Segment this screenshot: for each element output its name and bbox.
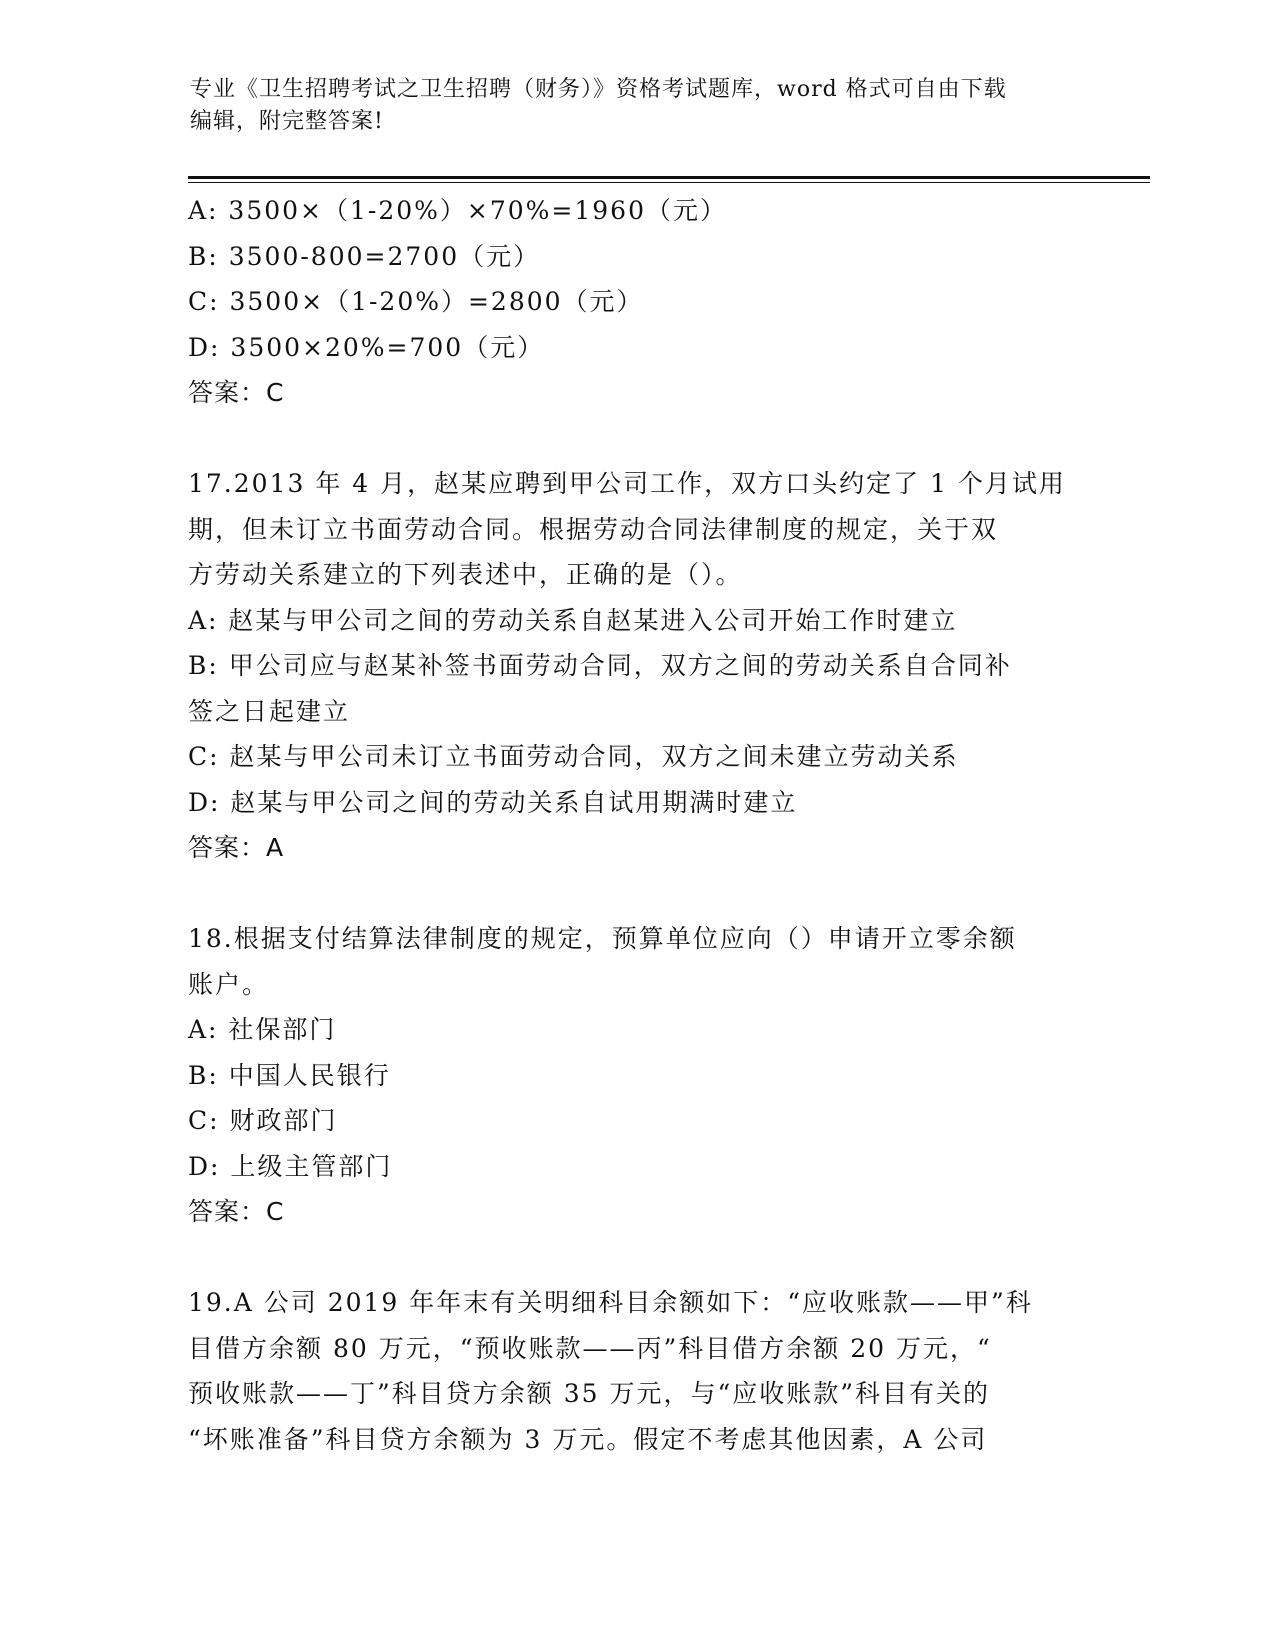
q18-option-b: B: 中国人民银行: [188, 1060, 391, 1090]
q18-option-c: C: 财政部门: [188, 1106, 338, 1135]
q18-option-a: A: 社保部门: [188, 1015, 337, 1044]
q19-stem-line-1: 19.A 公司 2019 年年末有关明细科目余额如下：“应收账款——甲”科: [188, 1288, 1033, 1317]
q16-option-b: B: 3500-800=2700（元）: [188, 241, 541, 271]
q16-answer: 答案：C: [188, 378, 285, 407]
question-18-block: [188, 916, 1088, 1235]
q16-option-c: C: 3500×（1-20%）=2800（元）: [188, 287, 644, 316]
q17-answer: 答案：A: [188, 833, 285, 862]
spacer: [188, 871, 1088, 917]
q17-stem-line-2: 期，但未订立书面劳动合同。根据劳动合同法律制度的规定，关于双: [188, 514, 999, 544]
q19-stem-line-2: 目借方余额 80 万元，“预收账款——丙”科目借方余额 20 万元，“: [188, 1333, 992, 1363]
spacer: [188, 416, 1088, 462]
q17-stem-line-1: 17.2013 年 4 月，赵某应聘到甲公司工作，双方口头约定了 1 个月试用: [188, 469, 1066, 498]
question-16-block: [188, 188, 1088, 416]
q18-stem-line-2: 账户。: [188, 969, 270, 999]
header-divider-thin: [188, 182, 1150, 183]
q17-option-c: C: 赵某与甲公司未订立书面劳动合同，双方之间未建立劳动关系: [188, 742, 959, 771]
q18-stem-line-1: 18.根据支付结算法律制度的规定，预算单位应向（）申请开立零余额: [188, 924, 1017, 953]
q17-option-b-cont: 签之日起建立: [188, 696, 351, 726]
q17-stem-line-3: 方劳动关系建立的下列表述中，正确的是（）。: [188, 560, 743, 589]
header-line-2: 编辑，附完整答案!: [190, 109, 384, 134]
q19-stem-line-3: 预收账款——丁”科目贷方余额 35 万元，与“应收账款”科目有关的: [188, 1379, 991, 1408]
question-17-block: [188, 461, 1088, 871]
q16-option-a: A: 3500×（1-20%）×70%=1960（元）: [188, 196, 727, 225]
spacer: [188, 1235, 1088, 1281]
header-line-1: 专业《卫生招聘考试之卫生招聘（财务）》资格考试题库，word 格式可自由下载: [190, 77, 1007, 102]
q19-stem-line-4: “坏账准备”科目贷方余额为 3 万元。假定不考虑其他因素，A 公司: [188, 1424, 988, 1454]
q17-option-d: D: 赵某与甲公司之间的劳动关系自试用期满时建立: [188, 787, 798, 817]
page-header: [190, 74, 1090, 138]
q16-option-d: D: 3500×20%=700（元）: [188, 332, 545, 362]
q17-option-a: A: 赵某与甲公司之间的劳动关系自赵某进入公司开始工作时建立: [188, 605, 958, 635]
question-19-block: [188, 1280, 1088, 1462]
question-content: [188, 188, 1088, 1462]
q18-answer: 答案：C: [188, 1197, 285, 1226]
q17-option-b: B: 甲公司应与赵某补签书面劳动合同，双方之间的劳动关系自合同补: [188, 651, 1012, 680]
header-divider-thick: [188, 176, 1150, 179]
q18-option-d: D: 上级主管部门: [188, 1151, 393, 1181]
